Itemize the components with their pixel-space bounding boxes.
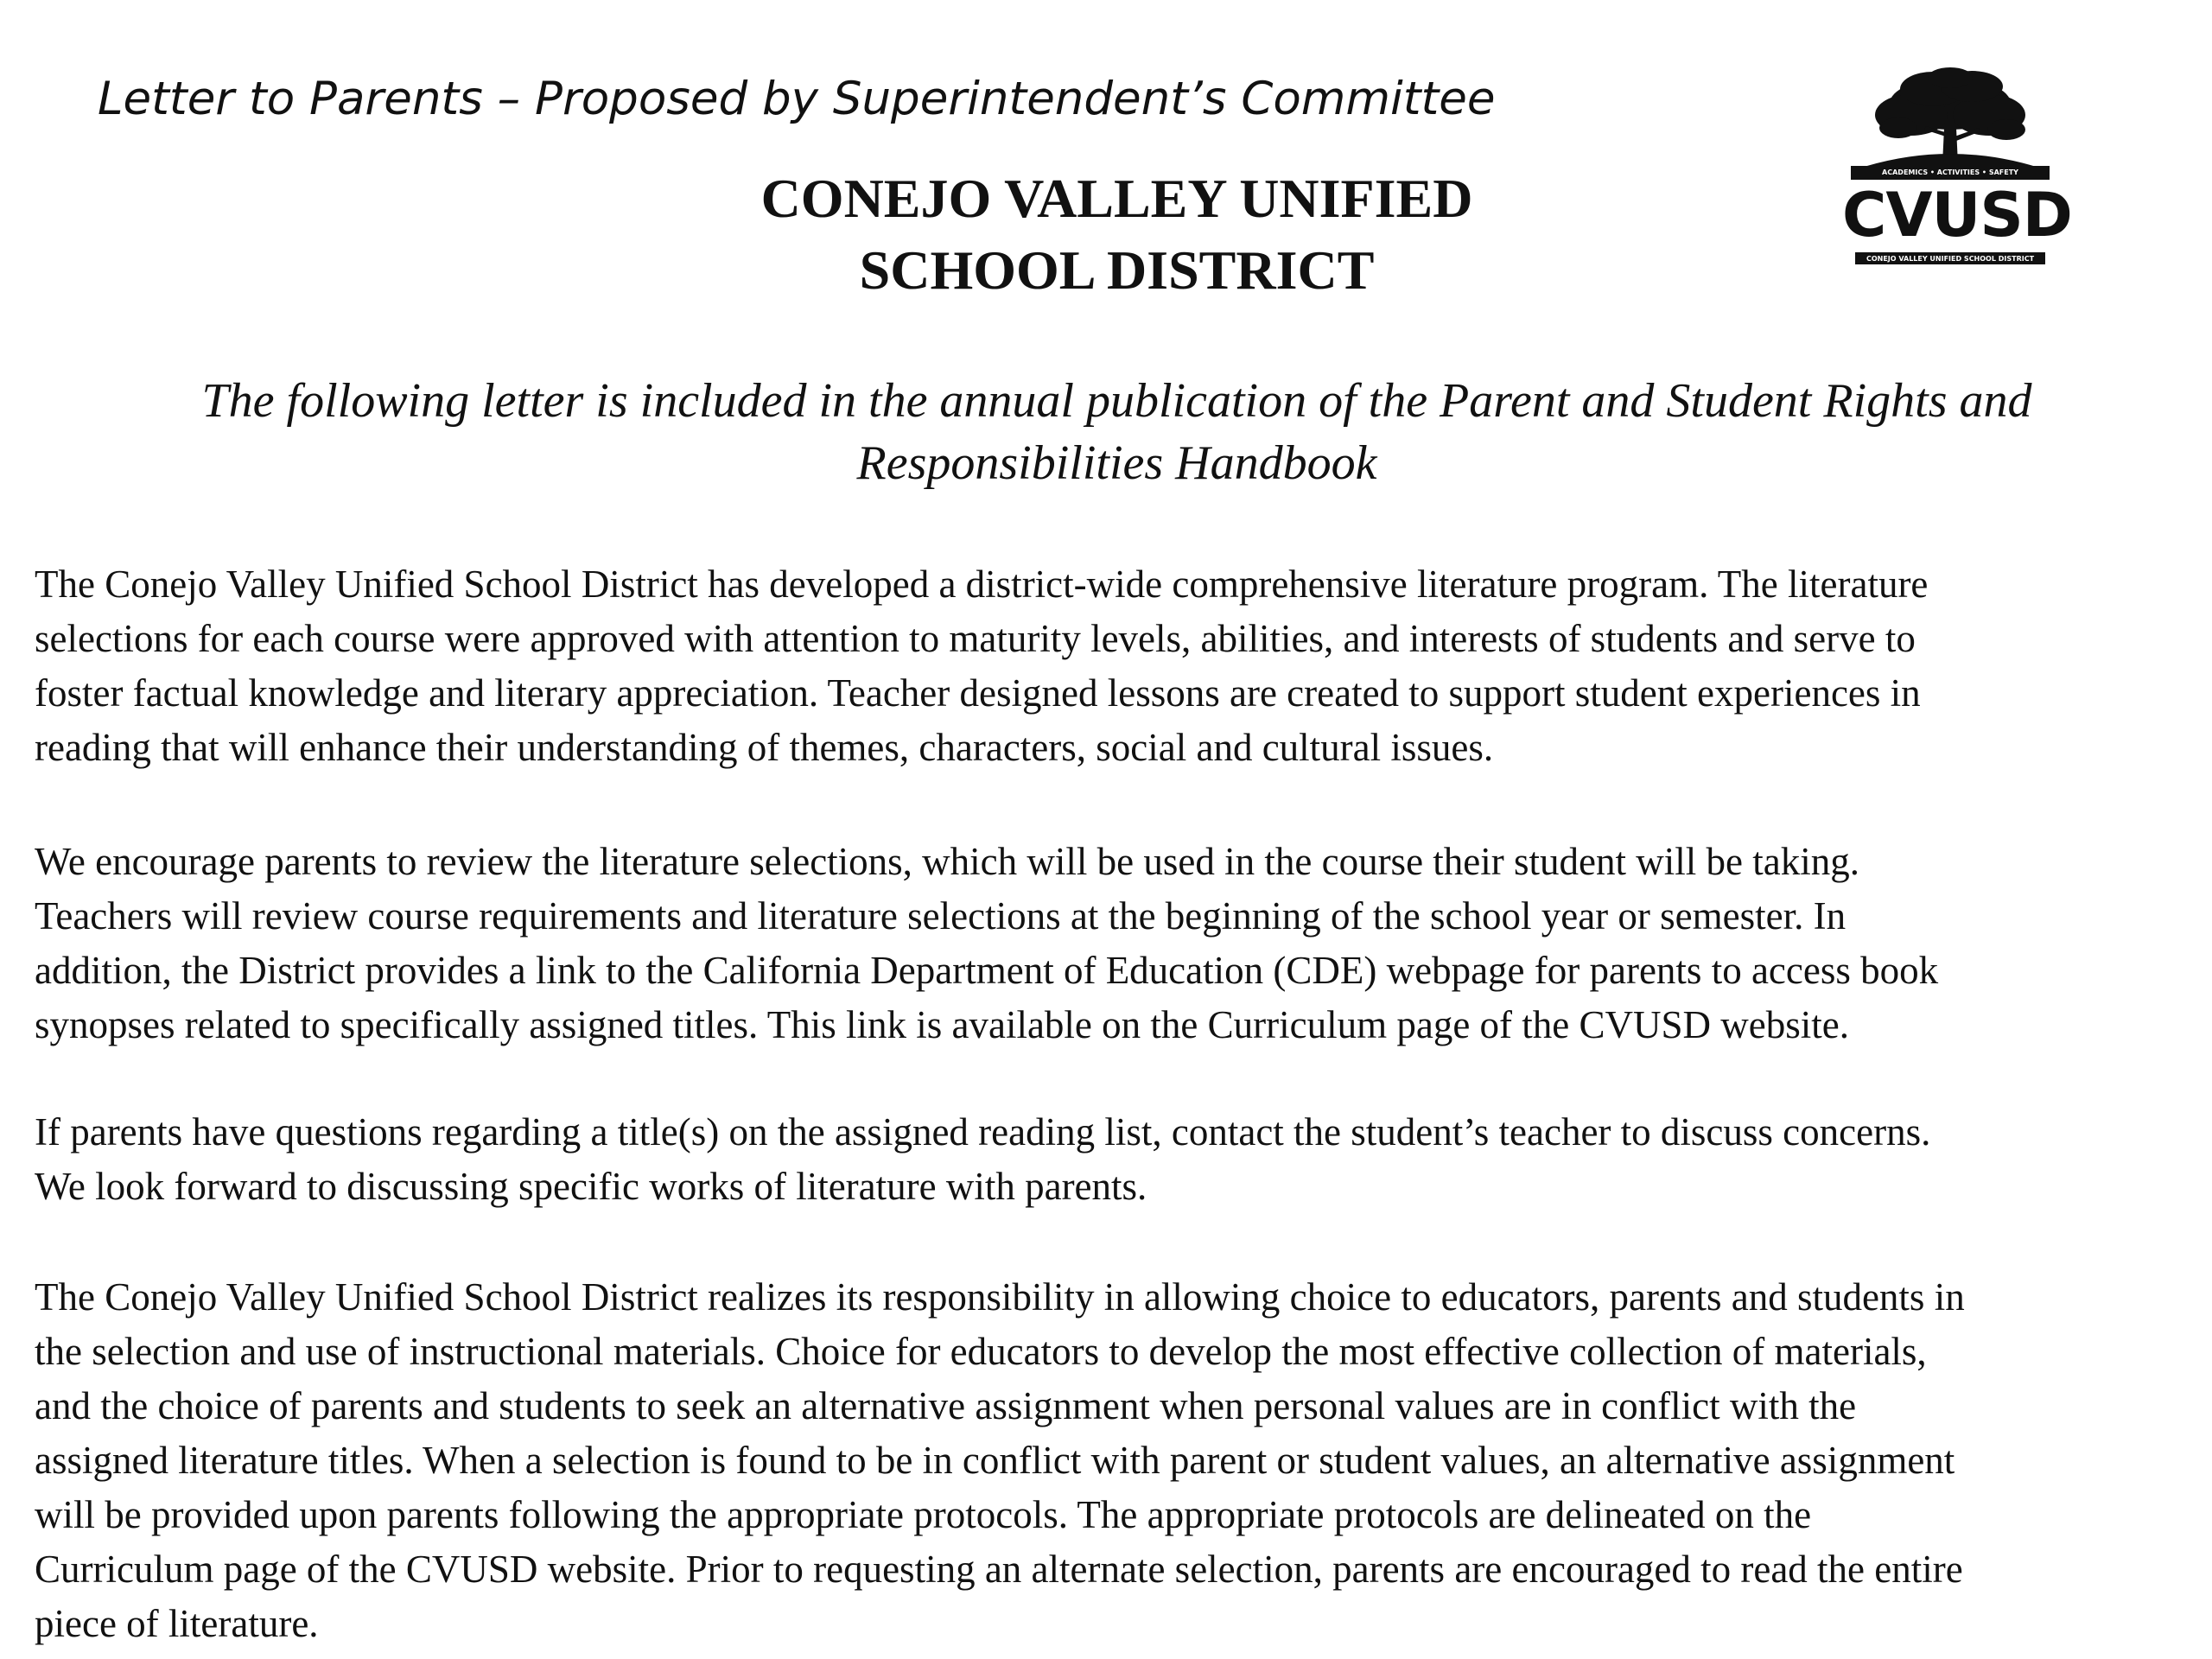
paragraph-line: synopses related to specifically assigned titles. This link is available on the Curriculum page of the CVUSD website. (35, 1003, 1849, 1046)
cvusd-logo (1842, 67, 2072, 275)
intro-note (0, 370, 2212, 494)
district-name-line: CONEJO VALLEY UNIFIED (760, 168, 1473, 229)
paragraph-literature-program (35, 557, 2212, 775)
paragraph-line: We look forward to discussing specific works of literature with parents. (35, 1165, 1147, 1208)
logo-wordmark: CVUSD (1842, 180, 2072, 251)
paragraph-line: the selection and use of instructional materials. Choice for educators to develop the most effective collection of materials, (35, 1330, 1927, 1373)
document-header-title: Letter to Parents – Proposed by Superintendent’s Committee (98, 73, 1496, 125)
paragraph-line: Teachers will review course requirements and literature selections at the beginning of the school year or semester. In (35, 894, 1847, 938)
paragraph-line: selections for each course were approved with attention to maturity levels, abilities, and interests of students and serve to (35, 617, 1916, 660)
paragraph-choice-responsibility (35, 1270, 2212, 1651)
intro-line: The following letter is included in the annual publication of the Parent and Student Rights and (201, 374, 2032, 428)
paragraph-questions (35, 1105, 2212, 1214)
district-name-line: SCHOOL DISTRICT (859, 239, 1375, 301)
paragraph-line: Curriculum page of the CVUSD website. Prior to requesting an alternate selection, parents are encouraged to read the entire (35, 1548, 1963, 1591)
logo-tagline: ACADEMICS • ACTIVITIES • SAFETY (1882, 168, 2018, 176)
intro-line: Responsibilities Handbook (856, 436, 1377, 490)
paragraph-line: assigned literature titles. When a selection is found to be in conflict with parent or student values, an alternative assignment (35, 1439, 1955, 1482)
paragraph-line: piece of literature. (35, 1602, 319, 1645)
logo-subtitle: CONEJO VALLEY UNIFIED SCHOOL DISTRICT (1866, 255, 2035, 263)
paragraph-line: and the choice of parents and students to seek an alternative assignment when personal values are in conflict with the (35, 1384, 1857, 1427)
paragraph-line: will be provided upon parents following the appropriate protocols. The appropriate protocols are delineated on the (35, 1493, 1812, 1536)
paragraph-review-selections (35, 835, 2212, 1052)
paragraph-line: The Conejo Valley Unified School District realizes its responsibility in allowing choice to educators, parents and students in (35, 1275, 1965, 1319)
paragraph-line: foster factual knowledge and literary appreciation. Teacher designed lessons are created to support student experiences in (35, 671, 1921, 715)
paragraph-line: addition, the District provides a link to the California Department of Education (CDE) webpage for parents to access book (35, 949, 1939, 992)
paragraph-line: If parents have questions regarding a title(s) on the assigned reading list, contact the student’s teacher to discuss concerns. (35, 1110, 1931, 1154)
paragraph-line: reading that will enhance their understanding of themes, characters, social and cultural issues. (35, 726, 1494, 769)
paragraph-line: The Conejo Valley Unified School District has developed a district-wide comprehensive literature program. The literature (35, 563, 1929, 606)
paragraph-line: We encourage parents to review the literature selections, which will be used in the course their student will be taking. (35, 840, 1859, 883)
